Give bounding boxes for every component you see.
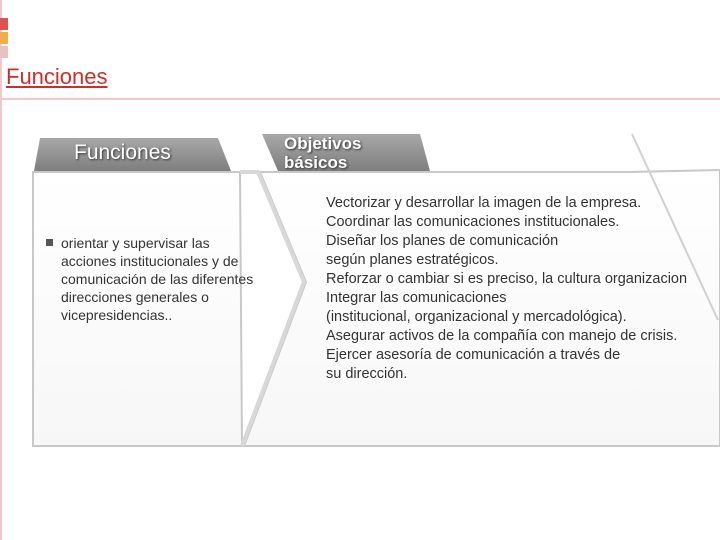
- objective-line: según planes estratégicos.: [326, 252, 499, 268]
- objectives-text: [326, 194, 720, 384]
- tab-funciones-label: Funciones: [74, 141, 171, 164]
- objective-line: Ejercer asesoría de comunicación a través de: [326, 347, 621, 363]
- objective-line: Integrar las comunicaciones: [326, 290, 507, 306]
- square-bullet-icon: [46, 239, 53, 246]
- objective-line: Reforzar o cambiar si es preciso, la cultura organizacion: [326, 271, 688, 287]
- list-item: [46, 234, 261, 324]
- objective-line: Vectorizar y desarrollar la imagen de la empresa.: [326, 195, 642, 211]
- objective-line: Coordinar las comunicaciones institucionales.: [326, 214, 620, 230]
- tab-objetivos-label: [284, 134, 361, 172]
- objective-line: (institucional, organizacional y mercadológica).: [326, 309, 627, 325]
- list-item-text: orientar y supervisar las acciones institucionales y de comunicación de las diferentes direcciones generales o vicepresidencias..: [61, 235, 254, 323]
- objective-line: Asegurar activos de la compañía con manejo de crisis.: [326, 328, 678, 344]
- tab-objetivos-line-1: Objetivos: [284, 134, 362, 153]
- page-title: Funciones: [6, 64, 108, 89]
- objective-line: su dirección.: [326, 366, 408, 382]
- left-panel-list: [46, 234, 261, 324]
- objective-line: Diseñar los planes de comunicación: [326, 233, 559, 249]
- tab-objetivos-line-2: básicos: [284, 153, 348, 172]
